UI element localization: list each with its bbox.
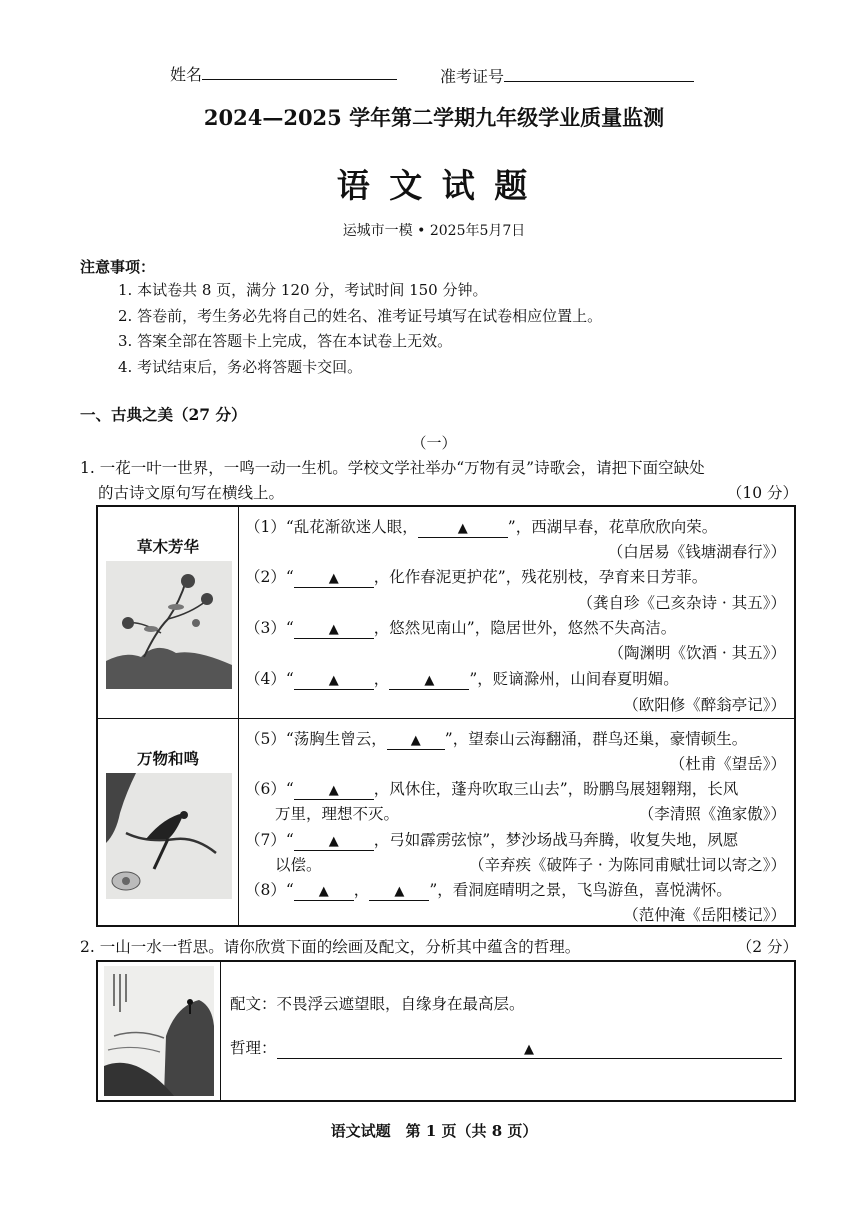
page-footer: 语文试题 第 1 页（共 8 页） [330, 1122, 538, 1140]
q1-item-6-source: （李清照《渔家傲》） [638, 804, 786, 823]
q1-item-5-source: （杜甫《望岳》） [669, 754, 786, 773]
q1-item-7-source: （辛弃疾《破阵子 · 为陈同甫赋壮词以寄之》） [468, 855, 786, 874]
answer-blank: ▲ [418, 521, 508, 538]
subsection-title: （一） [411, 434, 457, 452]
q2-score: （2 分） [736, 938, 798, 956]
name-field [170, 62, 397, 85]
q1-item-3-source: （陶渊明《饮酒 · 其五》） [608, 644, 786, 662]
note-3: 3. 答案全部在答题卡上完成，答在本试卷上无效。 [118, 332, 453, 350]
q2-caption: 配文：不畏浮云遮望眼，自缘身在最高层。 [230, 995, 525, 1013]
exam-info: 运城市一模 • 2025年5月7日 [342, 223, 526, 239]
q2-box [96, 960, 796, 1102]
q1-item-1-source: （白居易《钱塘湖春行》） [607, 543, 786, 561]
q2-text: 2. 一山一水一哲思。请你欣赏下面的绘画及配文，分析其中蕴含的哲理。 [80, 938, 581, 956]
landscape-painting-image [104, 966, 214, 1096]
q1-item-2: （2）“ ▲ ，化作春泥更护花”，残花别枝，孕育来日芳菲。 [245, 568, 708, 586]
q1-table [96, 505, 796, 927]
q1-item-2-source: （龚自珍《己亥杂诗 · 其五》） [577, 594, 786, 612]
answer-blank: ▲ [294, 673, 374, 690]
note-4: 4. 考试结束后，务必将答题卡交回。 [118, 358, 363, 376]
answer-blank: ▲ [387, 733, 445, 750]
q1-item-6: （6）“ ▲ ，风休住，蓬舟吹取三山去”，盼鹏鸟展翅翱翔，长风 [245, 779, 739, 798]
group-plants-content [239, 506, 796, 718]
section-title: 一、古典之美（27 分） [80, 405, 247, 424]
answer-blank: ▲ [294, 571, 374, 588]
id-field [440, 64, 694, 87]
q1-text-line1: 1. 一花一叶一世界，一鸣一动一生机。学校文学社举办“万物有灵”诗歌会，请把下面空缺处 [80, 459, 705, 477]
answer-blank: ▲ [294, 884, 354, 901]
answer-blank: ▲ [277, 1042, 782, 1059]
note-1: 1. 本试卷共 8 页，满分 120 分，考试时间 150 分钟。 [118, 281, 488, 299]
q2-answer-label: 哲理： [230, 1039, 277, 1057]
q1-score: （10 分） [726, 484, 798, 502]
q1-item-7-cont: 以偿。 [275, 855, 322, 874]
name-label: 姓名 [170, 65, 203, 84]
q1-item-4-source: （欧阳修《醉翁亭记》） [623, 696, 786, 714]
q1-item-7: （7）“ ▲ ，弓如霹雳弦惊”，梦沙场战马奔腾，收复失地，夙愿 [245, 830, 739, 849]
q1-item-5: （5）“荡胸生曾云， ▲ ”，望泰山云海翻涌，群鸟还巢，豪情顿生。 [245, 729, 748, 748]
id-label: 准考证号 [440, 67, 505, 86]
q1-item-6-cont: 万里，理想不灭。 [275, 804, 400, 823]
q1-item-4: （4）“ ▲ ， ▲ ”，贬谪滁州，山间春夏明媚。 [245, 670, 679, 688]
q2-answer-row [230, 1036, 782, 1059]
subject-title: 语 文 试 题 [336, 166, 532, 205]
note-2: 2. 答卷前，考生务必先将自己的姓名、准考证号填写在试卷相应位置上。 [118, 307, 603, 325]
answer-blank: ▲ [369, 884, 429, 901]
answer-blank: ▲ [294, 834, 374, 851]
notes-title: 注意事项： [80, 258, 156, 276]
answer-blank: ▲ [294, 783, 374, 800]
q1-text-line2: 的古诗文原句写在横线上。 [98, 484, 285, 502]
q1-item-8-source: （范仲淹《岳阳楼记》） [623, 905, 786, 924]
group-label-cell [97, 506, 239, 718]
group-birds-content [239, 718, 796, 926]
group-label-plants: 草木芳华 [136, 537, 199, 556]
group-label-birds: 万物和鸣 [136, 748, 199, 768]
q1-item-1: （1）“乱花渐欲迷人眼， ▲ ”，西湖早春，花草欣欣向荣。 [245, 518, 718, 536]
main-title: 2024—2025 学年第二学期九年级学业质量监测 [203, 105, 665, 130]
bird-painting-image [106, 773, 232, 899]
q1-item-8: （8）“ ▲ ， ▲ ”，看洞庭晴明之景，飞鸟游鱼，喜悦满怀。 [245, 880, 732, 899]
flower-painting-image [106, 561, 232, 689]
group-label-cell [97, 718, 239, 926]
q2-image-cell [98, 962, 221, 1100]
answer-blank: ▲ [294, 622, 374, 639]
answer-blank: ▲ [389, 673, 469, 690]
q1-item-3: （3）“ ▲ ，悠然见南山”，隐居世外，悠然不失高洁。 [245, 619, 677, 637]
